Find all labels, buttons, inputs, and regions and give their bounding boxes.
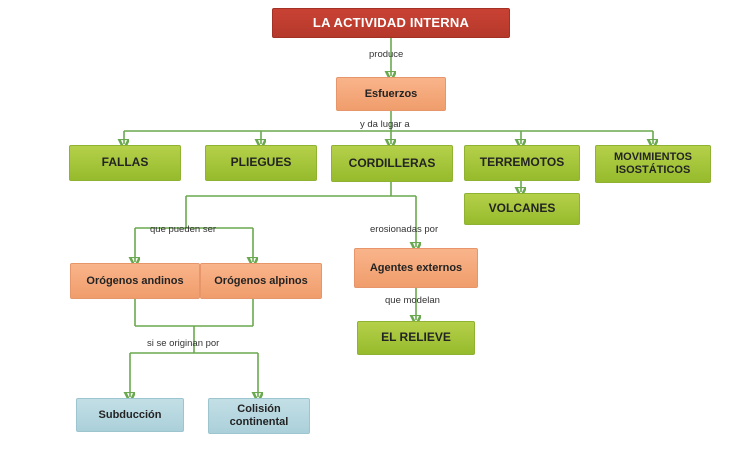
node-esfuerzos[interactable] bbox=[336, 77, 446, 111]
edge-label-text: si se originan por bbox=[147, 338, 220, 349]
node-orogenos-andinos[interactable] bbox=[70, 263, 200, 299]
node-label: TERREMOTOS bbox=[479, 155, 565, 170]
node-label: Colisión continental bbox=[229, 403, 289, 428]
node-agentes-externos[interactable] bbox=[354, 248, 478, 288]
node-volcanes[interactable] bbox=[464, 193, 580, 225]
edge-label-erosionadas-por bbox=[370, 224, 438, 235]
node-label: FALLAS bbox=[101, 155, 149, 170]
edge-label-text: y da lugar a bbox=[360, 119, 410, 130]
edge-label-text: que modelan bbox=[385, 295, 440, 306]
node-cordilleras[interactable] bbox=[331, 145, 453, 182]
node-orogenos-alpinos[interactable] bbox=[200, 263, 322, 299]
edge-label-y-da-lugar-a bbox=[360, 119, 410, 130]
edge-label-text: produce bbox=[369, 49, 404, 60]
edge-label-que-modelan bbox=[385, 295, 440, 306]
edge-label-si-se-originan-por bbox=[147, 338, 219, 349]
edge-label-text: que pueden ser bbox=[150, 224, 217, 235]
node-actividad-interna[interactable] bbox=[272, 8, 510, 38]
node-el-relieve[interactable] bbox=[357, 321, 475, 355]
node-label: LA ACTIVIDAD INTERNA bbox=[312, 14, 470, 30]
node-label: CORDILLERAS bbox=[348, 155, 436, 170]
node-label: VOLCANES bbox=[488, 201, 556, 216]
node-terremotos[interactable] bbox=[464, 145, 580, 181]
node-label: MOVIMIENTOS ISOSTÁTICOS bbox=[613, 151, 693, 176]
node-label: EL RELIEVE bbox=[381, 330, 451, 345]
edge-label-text: erosionadas por bbox=[370, 224, 439, 235]
edge-label-que-pueden-ser bbox=[150, 224, 216, 235]
node-label: Esfuerzos bbox=[364, 87, 418, 100]
node-label: Subducción bbox=[98, 408, 162, 421]
edge-label-produce bbox=[369, 49, 403, 60]
node-label: Orógenos andinos bbox=[86, 274, 184, 287]
node-colision-continental[interactable] bbox=[208, 398, 310, 434]
node-movimientos-isostaticos[interactable] bbox=[595, 145, 711, 183]
node-label: Orógenos alpinos bbox=[214, 274, 308, 287]
node-fallas[interactable] bbox=[69, 145, 181, 181]
node-pliegues[interactable] bbox=[205, 145, 317, 181]
node-label: Agentes externos bbox=[369, 261, 463, 274]
node-subduccion[interactable] bbox=[76, 398, 184, 432]
node-label: PLIEGUES bbox=[230, 155, 292, 170]
